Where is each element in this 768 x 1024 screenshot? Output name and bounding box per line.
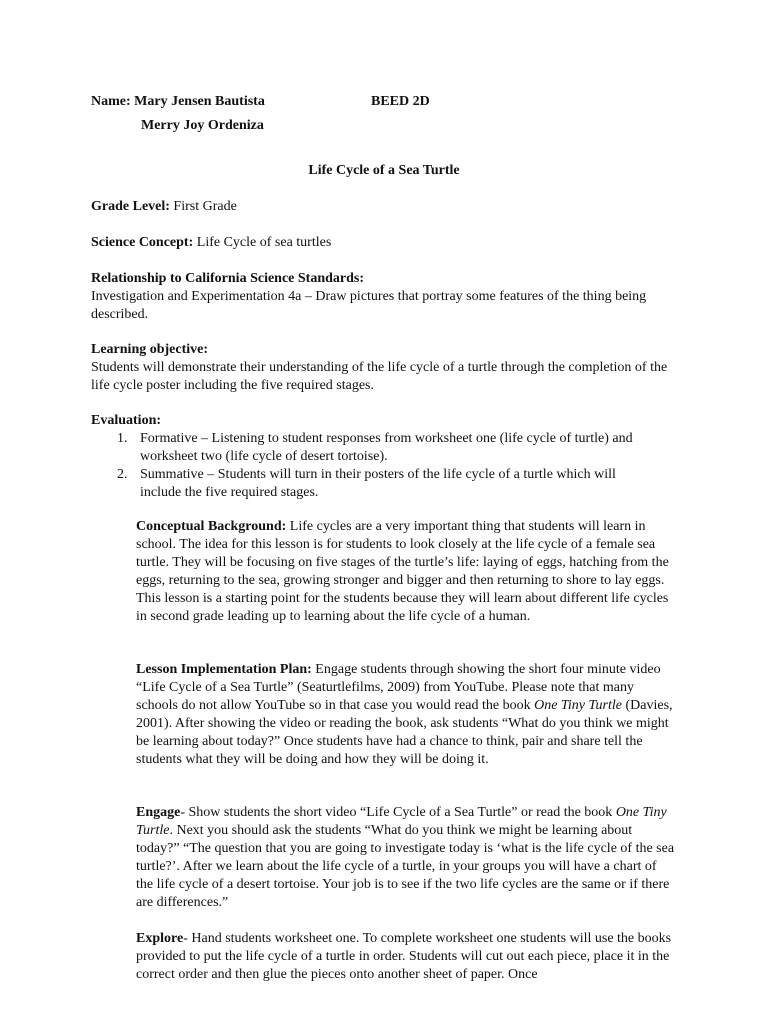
class-code [371, 93, 430, 111]
engage-label: Engage [136, 805, 181, 820]
grade-value: First Grade [173, 199, 237, 214]
page-title [0, 162, 768, 180]
implementation-label: Lesson Implementation Plan: [136, 662, 312, 677]
author-name-1: Mary Jensen Bautista [134, 94, 265, 109]
name-line [91, 93, 265, 111]
author-name-2-text: Merry Joy Ordeniza [141, 118, 264, 133]
class-code-text: BEED 2D [371, 94, 430, 109]
list-number: 1. [117, 431, 128, 446]
concept-label: Science Concept: [91, 235, 194, 250]
list-text: Summative – Students will turn in their posters of the life cycle of a turtle which will include the five required stages. [140, 467, 616, 500]
implementation-text-1: Engage students through showing the short four minute video “Life Cycle of a Sea Turtle” (Seaturtlefilms, 2009) from YouTube. Please note that many schools do not allow YouTube so in that case you would read the book [136, 662, 661, 713]
evaluation-heading [91, 412, 681, 430]
grade-label: Grade Level: [91, 199, 170, 214]
conceptual-text: Life cycles are a very important thing that students will learn in school. The idea for this lesson is for students to look closely at the life cycle of a female sea turtle. They will be focusing on five stages of the turtle’s life: laying of eggs, hatching from the eggs, returning to the sea, growing stronger and bigger and then returning to shore to lay eggs. This lesson is a starting point for the students because they will learn about different life cycles in second grade leading up to learning about the life cycle of a human. [136, 519, 669, 624]
standards-heading: Relationship to California Science Standards: [91, 271, 365, 286]
standards-section [91, 270, 681, 324]
list-text: Formative – Listening to student responses from worksheet one (life cycle of turtle) and worksheet two (life cycle of desert tortoise). [140, 431, 633, 464]
evaluation-heading-text: Evaluation: [91, 413, 162, 428]
explore-label: Explore [136, 931, 184, 946]
engage-text-1: - Show students the short video “Life Cycle of a Sea Turtle” or read the book [180, 805, 616, 820]
objective-heading: Learning objective: [91, 342, 209, 357]
engage-text-2: . Next you should ask the students “What do you think we might be learning about today?” “The question that you are going to investigate today is ‘what is the life cycle of the sea turtle?’. After we learn about the life cycle of a turtle, in your groups you will have a chart of the life cycle of a desert tortoise. Your job is to see if the two life cycles are the same or if there are differences.” [136, 823, 675, 910]
explore-section [136, 930, 676, 984]
implementation-plan [136, 661, 676, 769]
page-title-text: Life Cycle of a Sea Turtle [308, 163, 460, 178]
list-number: 2. [117, 467, 128, 482]
objective-section [91, 341, 681, 395]
science-concept [91, 234, 681, 252]
conceptual-label: Conceptual Background: [136, 519, 287, 534]
engage-section [136, 804, 676, 912]
objective-text: Students will demonstrate their understanding of the life cycle of a turtle through the completion of the life cycle poster including the five required stages. [91, 360, 668, 393]
grade-level [91, 198, 681, 216]
book-title: One Tiny Turtle [534, 698, 622, 713]
book-title: One Tiny Turtle [136, 805, 667, 838]
name-label: Name: [91, 94, 131, 109]
explore-text: - Hand students worksheet one. To complete worksheet one students will use the books provided to put the life cycle of a turtle in order. Students will cut out each piece, place it in the correct order and then glue the pieces onto another sheet of paper. Once [136, 931, 672, 982]
implementation-text-2: (Davies, 2001). After showing the video or reading the book, ask students “What do you think we might be learning about today?” Once students have had a chance to think, pair and share tell the students what they will be doing and how they will be doing it. [136, 698, 673, 767]
standards-text: Investigation and Experimentation 4a – Draw pictures that portray some features of the thing being described. [91, 289, 647, 322]
author-name-2 [141, 117, 264, 135]
concept-value: Life Cycle of sea turtles [196, 235, 332, 250]
conceptual-background [136, 518, 676, 626]
